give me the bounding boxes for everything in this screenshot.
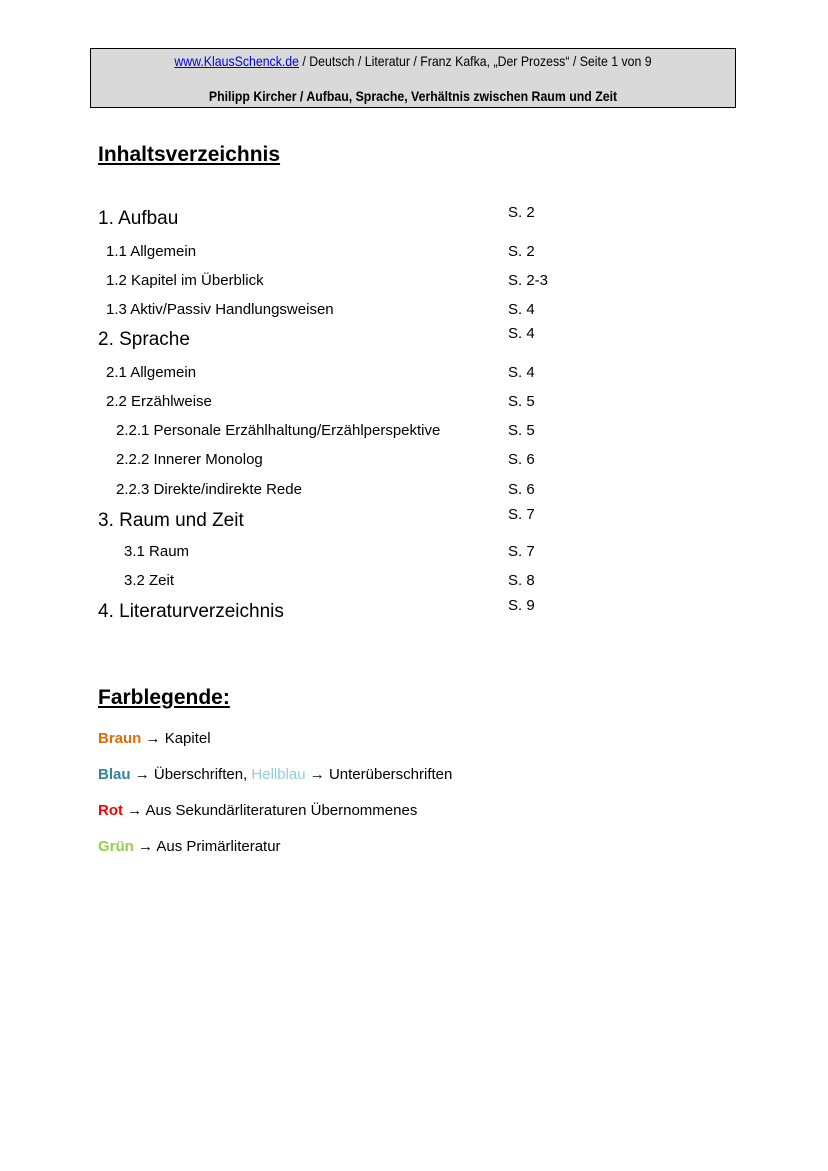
legend-row	[98, 766, 452, 783]
legend-heading: Farblegende:	[98, 686, 230, 709]
legend-color-word: Grün	[98, 838, 134, 855]
legend-row	[98, 802, 417, 819]
legend-text-secondary: Unterüberschriften	[328, 766, 453, 783]
page-header	[90, 48, 736, 108]
legend-color-word: Braun	[98, 730, 142, 747]
toc-entry-page: S. 5	[508, 393, 535, 410]
toc-entry-page: S. 8	[508, 572, 535, 589]
legend-color-word: Blau	[98, 766, 131, 783]
toc-entry-page: S. 2	[508, 243, 535, 260]
toc-entry-page: S. 7	[508, 543, 535, 560]
legend-color-word: Rot	[98, 802, 123, 819]
toc-entry-label: 3. Raum und Zeit	[98, 510, 244, 531]
toc-entry-page: S. 7	[508, 506, 535, 523]
arrow-icon: →	[127, 802, 143, 819]
arrow-icon: →	[145, 730, 161, 747]
toc-entry-label: 3.1 Raum	[124, 543, 190, 560]
toc-entry-label: 1.2 Kapitel im Überblick	[106, 272, 264, 289]
legend-text: Aus Primärliteratur	[156, 838, 281, 855]
toc-heading: Inhaltsverzeichnis	[98, 143, 281, 166]
toc-entry-label: 2.2.2 Innerer Monolog	[116, 451, 263, 468]
legend-row	[98, 730, 211, 747]
toc-entry-label: 3.2 Zeit	[124, 572, 175, 589]
toc-entry-label: 2. Sprache	[98, 329, 190, 350]
toc-entry-label: 2.2 Erzählweise	[106, 393, 212, 410]
toc-entry-page: S. 6	[508, 481, 535, 498]
toc-entry-page: S. 2	[508, 204, 535, 221]
toc-entry-label: 4. Literaturverzeichnis	[98, 601, 284, 622]
toc-entry-label: 1. Aufbau	[98, 208, 179, 229]
header-subtitle: Philipp Kircher / Aufbau, Sprache, Verhältnis zwischen Raum und Zeit	[208, 88, 618, 104]
legend-text: Aus Sekundärliteraturen Übernommenes	[145, 802, 418, 819]
toc-entry-page: S. 2-3	[508, 272, 549, 289]
website-link[interactable]: www.KlausSchenck.de	[174, 53, 299, 69]
toc-entry-page: S. 4	[508, 364, 535, 381]
toc-entry-label: 2.2.1 Personale Erzählhaltung/Erzählperspektive	[116, 422, 441, 439]
toc-entry-label: 1.3 Aktiv/Passiv Handlungsweisen	[106, 301, 334, 318]
legend-text: Kapitel	[164, 730, 211, 747]
toc-entry-label: 2.2.3 Direkte/indirekte Rede	[116, 481, 302, 498]
toc-entry-page: S. 5	[508, 422, 535, 439]
toc-entry-label: 1.1 Allgemein	[106, 243, 197, 260]
header-path-text: / Deutsch / Literatur / Franz Kafka, „Der Prozess“ / Seite 1 von 9	[298, 53, 652, 69]
legend-color-word-secondary: Hellblau	[251, 766, 306, 783]
toc-entry-page: S. 9	[508, 597, 535, 614]
legend-text: Überschriften,	[153, 766, 252, 783]
arrow-icon: →	[134, 766, 150, 783]
arrow-icon: →	[309, 766, 325, 783]
toc-entry-page: S. 4	[508, 325, 535, 342]
legend-row	[98, 838, 281, 855]
toc-entry-page: S. 6	[508, 451, 535, 468]
toc-entry-page: S. 4	[508, 301, 535, 318]
header-path-line	[130, 53, 697, 69]
arrow-icon: →	[138, 838, 154, 855]
toc-entry-label: 2.1 Allgemein	[106, 364, 197, 381]
